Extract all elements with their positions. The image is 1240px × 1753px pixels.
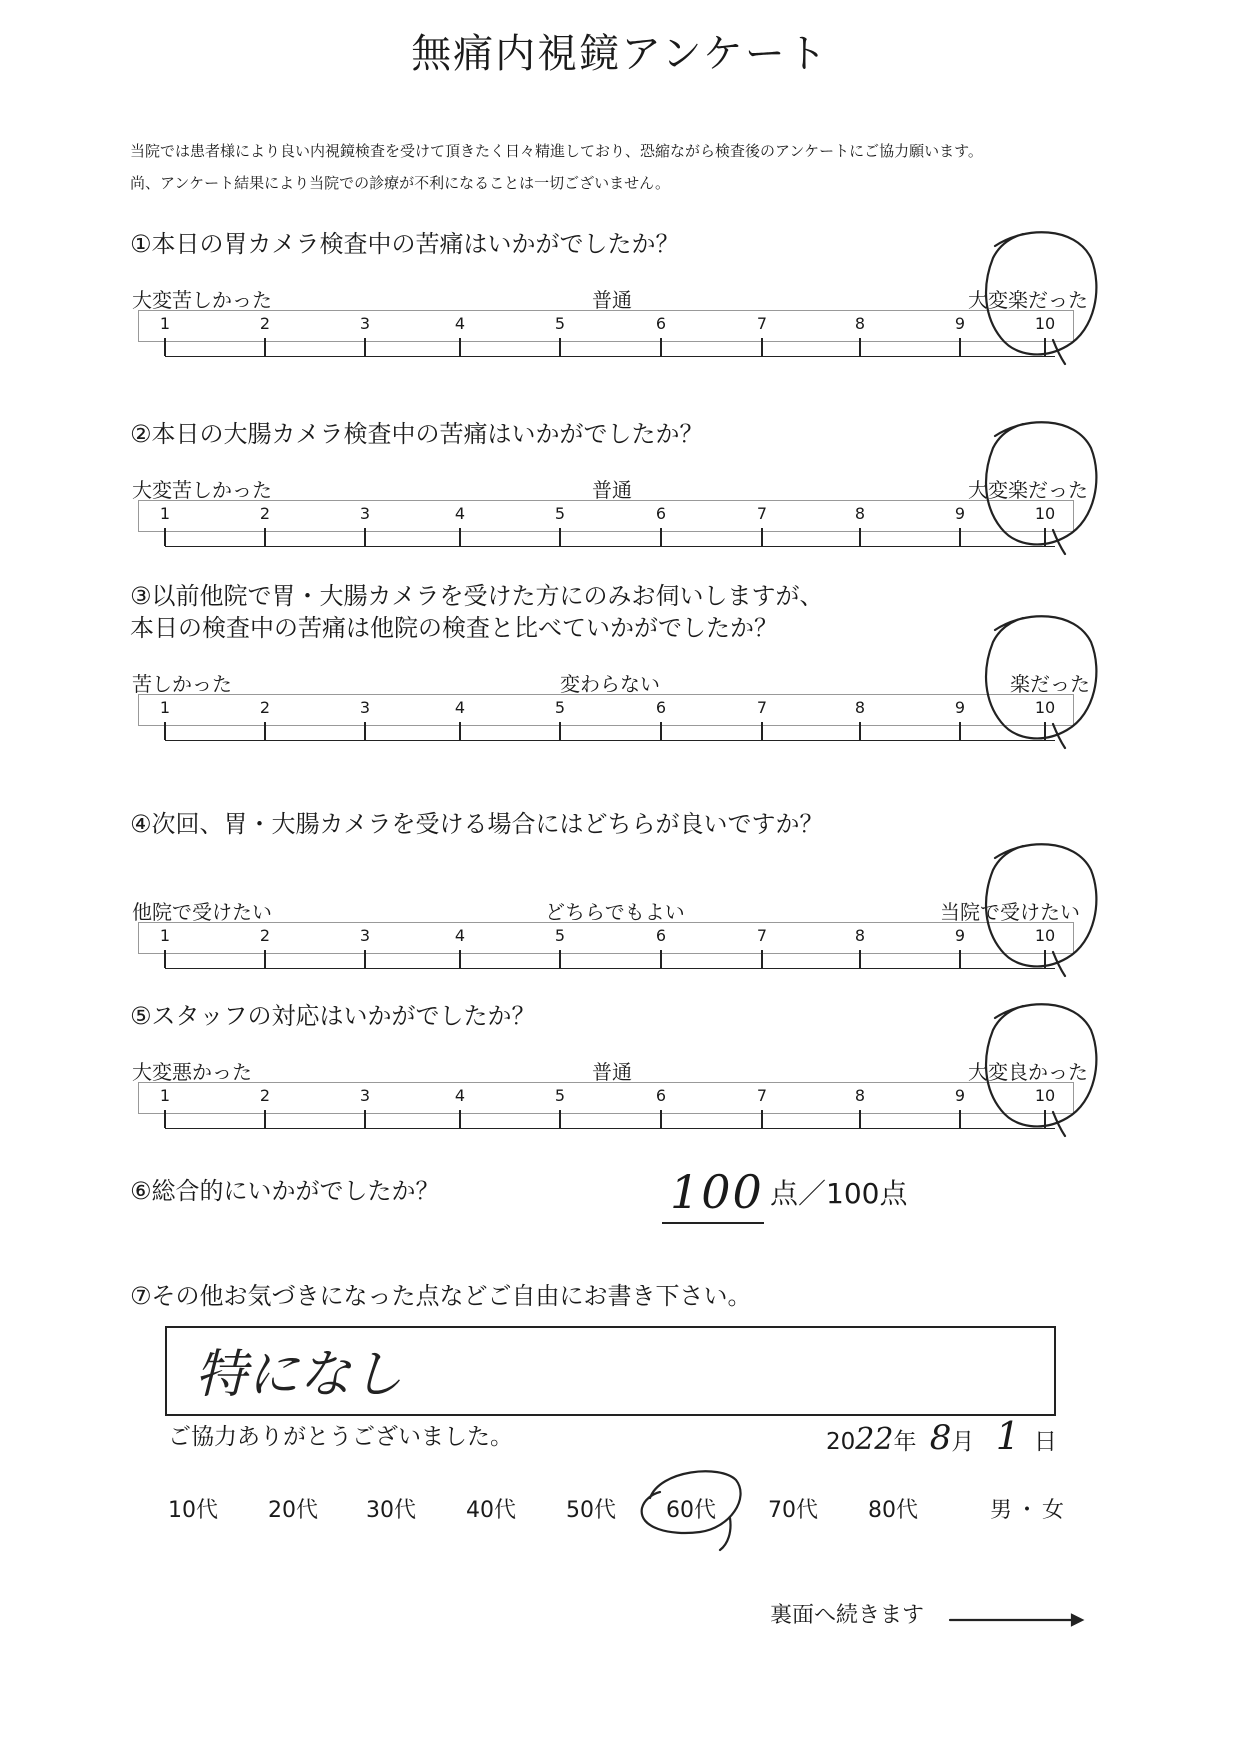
scale-number: 10 <box>1034 314 1056 333</box>
score-suffix: 点／100点 <box>770 1177 908 1210</box>
scale-tick <box>364 722 366 740</box>
scale-tick <box>459 722 461 740</box>
age-option-50代: 50代 <box>566 1498 616 1523</box>
scale-tick <box>761 1110 763 1128</box>
scale-tick <box>859 338 861 356</box>
scale-number: 7 <box>756 504 768 523</box>
scale-number: 1 <box>159 698 171 717</box>
scale-tick <box>264 1110 266 1128</box>
scale-tick <box>264 950 266 968</box>
scale-number: 7 <box>756 926 768 945</box>
month-unit: 月 <box>951 1429 975 1455</box>
scale-tick <box>761 528 763 546</box>
scale-number: 1 <box>159 926 171 945</box>
scale-number: 2 <box>259 314 271 333</box>
scale-left-label: 苦しかった <box>132 672 232 696</box>
scale-tick <box>559 338 561 356</box>
scale-number: 3 <box>359 698 371 717</box>
question-7-text: ⑦その他お気づきになった点などご自由にお書き下さい。 <box>130 1282 752 1310</box>
scale-mid-label: 普通 <box>592 478 632 502</box>
date-field <box>826 1414 1057 1458</box>
scale-number: 9 <box>954 926 966 945</box>
scale-tick <box>459 338 461 356</box>
scale-left-label: 大変苦しかった <box>132 478 272 502</box>
continue-arrow <box>948 1610 1088 1630</box>
page-title: 無痛内視鏡アンケート <box>411 31 829 77</box>
scale-number: 2 <box>259 926 271 945</box>
question-3-text: ③以前他院で胃・大腸カメラを受けた方にのみお伺いしますが、 <box>130 582 824 610</box>
scale-tick <box>164 338 166 356</box>
continue-text: 裏面へ続きます <box>770 1603 925 1628</box>
scale-axis-line <box>165 546 1055 547</box>
question-1-text: ①本日の胃カメラ検査中の苦痛はいかがでしたか？ <box>130 230 680 258</box>
comment-handwritten: 特になし <box>195 1345 404 1405</box>
age-option-30代: 30代 <box>366 1498 416 1523</box>
scale-tick <box>459 1110 461 1128</box>
scale-number: 4 <box>454 926 466 945</box>
scale-number: 7 <box>756 314 768 333</box>
scale-number: 4 <box>454 698 466 717</box>
year-prefix: 20 <box>826 1429 856 1455</box>
scale-tick <box>164 1110 166 1128</box>
sex-options: 男・女 <box>990 1498 1069 1523</box>
selected-age-circle <box>630 1458 750 1558</box>
scale-number: 1 <box>159 314 171 333</box>
answer-circle-5 <box>935 990 1105 1140</box>
scale-left-label: 大変悪かった <box>132 1060 252 1084</box>
year-handwritten: 22 <box>855 1422 894 1457</box>
age-option-70代: 70代 <box>768 1498 818 1523</box>
scale-right-label: 当院で受けたい <box>940 900 1080 924</box>
scale-tick <box>859 950 861 968</box>
intro-line-2: 尚、アンケート結果により当院での診療が不利になることは一切ございません。 <box>130 174 671 192</box>
scale-tick <box>660 338 662 356</box>
scale-number: 2 <box>259 698 271 717</box>
scale-tick <box>660 1110 662 1128</box>
scale-number: 3 <box>359 1086 371 1105</box>
answer-circle-3 <box>935 602 1105 752</box>
scale-number: 3 <box>359 314 371 333</box>
scale-axis-line <box>165 740 1055 741</box>
scale-number: 4 <box>454 504 466 523</box>
scale-right-label: 大変楽だった <box>968 288 1088 312</box>
scale-number: 8 <box>854 314 866 333</box>
scale-number: 5 <box>554 926 566 945</box>
scale-number: 5 <box>554 504 566 523</box>
scale-left-label: 大変苦しかった <box>132 288 272 312</box>
scale-left-label: 他院で受けたい <box>132 900 272 924</box>
scale-tick <box>859 722 861 740</box>
day-unit: 日 <box>1033 1429 1057 1455</box>
answer-circle-1 <box>935 218 1105 368</box>
scale-tick <box>164 950 166 968</box>
scale-number: 5 <box>554 1086 566 1105</box>
scale-tick <box>459 950 461 968</box>
scale-number: 6 <box>655 698 667 717</box>
scale-number: 4 <box>454 1086 466 1105</box>
day-handwritten: 1 <box>995 1414 1020 1458</box>
intro-line-1: 当院では患者様により良い内視鏡検査を受けて頂きたく日々精進しており、恐縮ながら検査後のアンケートにご協力願います。 <box>130 142 983 160</box>
answer-circle-4 <box>935 830 1105 980</box>
scale-number: 10 <box>1034 926 1056 945</box>
scale-number: 10 <box>1034 1086 1056 1105</box>
scale-number: 3 <box>359 504 371 523</box>
scale-tick <box>264 338 266 356</box>
scale-number: 8 <box>854 926 866 945</box>
scale-mid-label: 普通 <box>592 288 632 312</box>
scale-number: 5 <box>554 314 566 333</box>
scale-number: 10 <box>1034 504 1056 523</box>
question-6-text: ⑥総合的にいかがでしたか？ <box>130 1177 440 1205</box>
scale-tick <box>559 950 561 968</box>
scale-right-label: 大変良かった <box>968 1060 1088 1084</box>
scale-tick <box>859 528 861 546</box>
scale-right-label: 楽だった <box>1010 672 1090 696</box>
age-option-80代: 80代 <box>868 1498 918 1523</box>
question-2-text: ②本日の大腸カメラ検査中の苦痛はいかがでしたか？ <box>130 420 704 448</box>
scale-number: 9 <box>954 698 966 717</box>
scale-tick <box>264 528 266 546</box>
scale-number: 8 <box>854 504 866 523</box>
scale-tick <box>164 722 166 740</box>
scale-tick <box>559 1110 561 1128</box>
scale-tick <box>364 1110 366 1128</box>
scale-number: 3 <box>359 926 371 945</box>
question-4-text: ④次回、胃・大腸カメラを受ける場合にはどちらが良いですか？ <box>130 810 824 838</box>
scale-number: 1 <box>159 504 171 523</box>
scale-number: 9 <box>954 314 966 333</box>
scale-tick <box>559 722 561 740</box>
scale-tick <box>264 722 266 740</box>
scale-number: 4 <box>454 314 466 333</box>
question-3-text: 本日の検査中の苦痛は他院の検査と比べていかがでしたか？ <box>130 614 778 642</box>
scale-number: 2 <box>259 504 271 523</box>
scale-number: 6 <box>655 926 667 945</box>
scale-number: 8 <box>854 1086 866 1105</box>
scale-mid-label: どちらでもよい <box>545 900 685 924</box>
scale-number: 9 <box>954 504 966 523</box>
scale-tick <box>761 950 763 968</box>
scale-tick <box>364 528 366 546</box>
scale-right-label: 大変楽だった <box>968 478 1088 502</box>
scale-number: 5 <box>554 698 566 717</box>
scale-number: 7 <box>756 1086 768 1105</box>
scale-number: 6 <box>655 314 667 333</box>
comment-box <box>165 1326 1056 1416</box>
age-option-40代: 40代 <box>466 1498 516 1523</box>
thanks-text: ご協力ありがとうございました。 <box>168 1424 513 1450</box>
scale-axis-line <box>165 356 1055 357</box>
answer-circle-2 <box>935 408 1105 558</box>
scale-tick <box>164 528 166 546</box>
scale-tick <box>660 950 662 968</box>
scale-number: 8 <box>854 698 866 717</box>
year-unit: 年 <box>893 1429 917 1455</box>
scale-tick <box>761 722 763 740</box>
scale-tick <box>559 528 561 546</box>
scale-mid-label: 普通 <box>592 1060 632 1084</box>
scale-number: 1 <box>159 1086 171 1105</box>
scale-axis-line <box>165 968 1055 969</box>
scale-axis-line <box>165 1128 1055 1129</box>
scale-number: 6 <box>655 504 667 523</box>
age-option-10代: 10代 <box>168 1498 218 1523</box>
scale-tick <box>364 338 366 356</box>
scale-tick <box>660 528 662 546</box>
scale-tick <box>364 950 366 968</box>
scale-tick <box>660 722 662 740</box>
scale-number: 10 <box>1034 698 1056 717</box>
question-5-text: ⑤スタッフの対応はいかがでしたか？ <box>130 1002 536 1030</box>
month-handwritten: 8 <box>929 1418 952 1458</box>
age-option-20代: 20代 <box>268 1498 318 1523</box>
scale-number: 7 <box>756 698 768 717</box>
scale-number: 9 <box>954 1086 966 1105</box>
scale-tick <box>859 1110 861 1128</box>
score-underline <box>662 1222 764 1224</box>
scale-tick <box>459 528 461 546</box>
scale-number: 6 <box>655 1086 667 1105</box>
age-option-60代: 60代 <box>666 1498 716 1523</box>
scale-tick <box>761 338 763 356</box>
scale-number: 2 <box>259 1086 271 1105</box>
score-handwritten: 100 <box>670 1165 764 1219</box>
scale-mid-label: 変わらない <box>560 672 660 696</box>
